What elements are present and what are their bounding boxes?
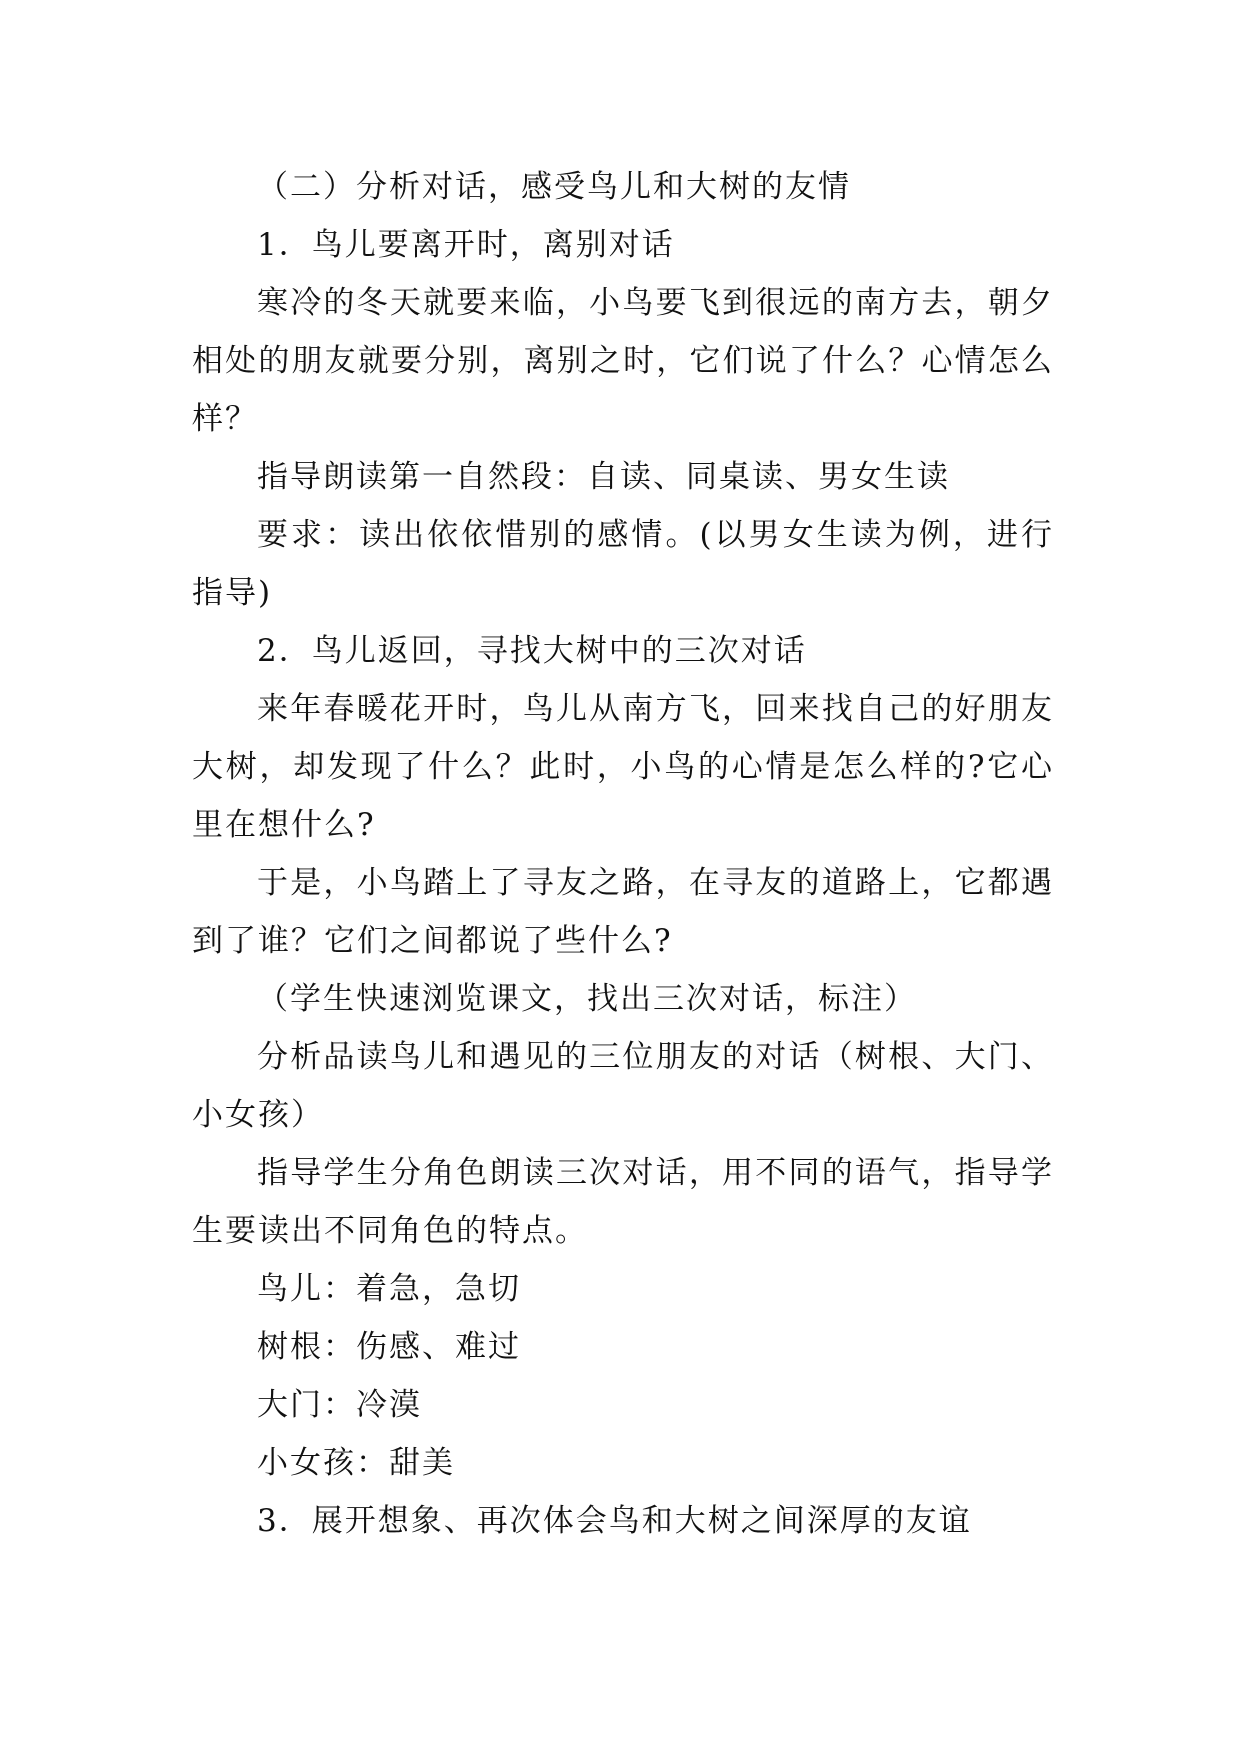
paragraph-line: 里在想什么? xyxy=(192,807,376,843)
document-body xyxy=(192,158,1054,1550)
paragraph-line: （学生快速浏览课文，找出三次对话，标注） xyxy=(257,981,917,1017)
paragraph-line: 于是，小鸟踏上了寻友之路，在寻友的道路上，它都遇 xyxy=(257,865,1054,901)
role-line-bird: 鸟儿：着急，急切 xyxy=(257,1271,521,1307)
subsection-heading-3: 3．展开想象、再次体会鸟和大树之间深厚的友谊 xyxy=(257,1503,972,1539)
paragraph-line: 小女孩） xyxy=(192,1097,324,1133)
paragraph-line: 指导学生分角色朗读三次对话，用不同的语气，指导学 xyxy=(257,1155,1054,1191)
paragraph-line: 要求：读出依依惜别的感情。(以男女生读为例，进行 xyxy=(257,517,1054,553)
paragraph-line: 分析品读鸟儿和遇见的三位朋友的对话（树根、大门、 xyxy=(257,1039,1054,1075)
role-line-gate: 大门：冷漠 xyxy=(257,1387,422,1423)
paragraph-line: 样？ xyxy=(192,401,258,437)
role-line-root: 树根：伤感、难过 xyxy=(257,1329,521,1365)
paragraph-line: 来年春暖花开时，鸟儿从南方飞，回来找自己的好朋友 xyxy=(257,691,1054,727)
paragraph-line: 相处的朋友就要分别，离别之时，它们说了什么？心情怎么 xyxy=(192,343,1054,379)
role-line-girl: 小女孩：甜美 xyxy=(257,1445,455,1481)
paragraph-line: 到了谁？它们之间都说了些什么? xyxy=(192,923,673,959)
paragraph-line: 大树，却发现了什么？此时，小鸟的心情是怎么样的?它心 xyxy=(192,749,1054,785)
subsection-heading-2: 2．鸟儿返回，寻找大树中的三次对话 xyxy=(257,633,807,669)
subsection-heading-1: 1．鸟儿要离开时，离别对话 xyxy=(257,227,675,263)
paragraph-line: 指导朗读第一自然段：自读、同桌读、男女生读 xyxy=(257,459,950,495)
paragraph-line: 生要读出不同角色的特点。 xyxy=(192,1213,588,1249)
section-heading: （二）分析对话，感受鸟儿和大树的友情 xyxy=(257,169,851,205)
paragraph-line: 指导) xyxy=(192,575,273,611)
paragraph-line: 寒冷的冬天就要来临，小鸟要飞到很远的南方去，朝夕 xyxy=(257,285,1054,321)
